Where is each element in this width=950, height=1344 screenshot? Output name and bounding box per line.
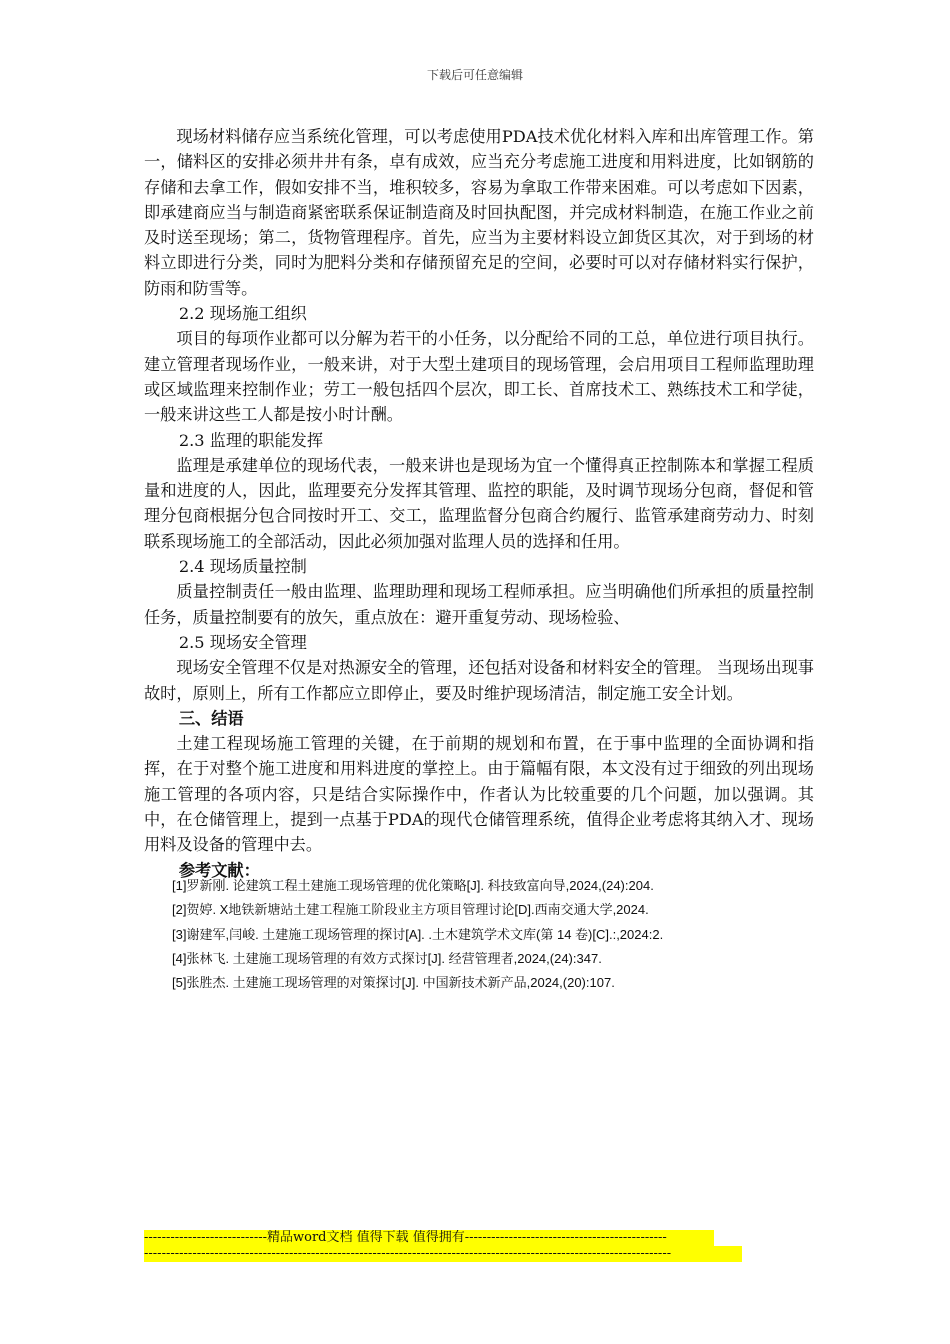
reference-item: [3]谢建军,闫峻. 土建施工现场管理的探讨[A]. .土木建筑学术文库(第 14 卷)[C].:,2024:2. [172, 926, 664, 942]
reference-item: [2]贺婷. X地铁新塘站土建工程施工阶段业主方项目管理讨论[D].西南交通大学,2024. [172, 902, 649, 918]
reference-item: [5]张胜杰. 土建施工现场管理的对策探讨[J]. 中国新技术新产品,2024,(20):107. [172, 975, 615, 991]
section-paragraph-3: 土建工程现场施工管理的关键，在于前期的规划和布置，在于事中监理的全面协调和指挥，在于对整个施工进度和用料进度的掌控上。由于篇幅有限，本文没有过于细致的列出现场施工管理的各项内容，只是结合实际操作中，作者认为比较重要的几个问题，加以强调。其中，在仓储管理上，提到一点基于PDA的现代仓储管理系统，值得企业考虑将其纳入才、现场用料及设备的管理中去。 [144, 734, 814, 855]
section-paragraph-2-2: 项目的每项作业都可以分解为若干的小任务，以分配给不同的工总，单位进行项目执行。建立管理者现场作业，一般来讲，对于大型土建项目的现场管理，会启用项目工程师监理助理或区域监理来控制作业；劳工一般包括四个层次，即工长、首席技术工、熟练技术工和学徒，一般来讲这些工人都是按小时计酬。 [144, 329, 814, 425]
section-paragraph-2-5: 现场安全管理不仅是对热源安全的管理，还包括对设备和材料安全的管理。 当现场出现事故时，原则上，所有工作都应立即停止，要及时维护现场清洁，制定施工安全计划。 [144, 658, 814, 703]
footer-banner-line: ----------------------------精品word文档 值得下载 值得拥有---------------------------------------------- [144, 1230, 714, 1246]
intro-paragraph: 现场材料储存应当系统化管理，可以考虑使用PDA技术优化材料入库和出库管理工作。第一，储料区的安排必须井井有条，卓有成效，应当充分考虑施工进度和用料进度，比如钢筋的存储和去拿工作，假如安排不当，堆积较多，容易为拿取工作带来困难。可以考虑如下因素，即承建商应当与制造商紧密联系保证制造商及时回执配图，并完成材料制造，在施工作业之前及时送至现场；第二，货物管理程序。首先，应当为主要材料设立卸货区其次，对于到场的材料立即进行分类，同时为肥料分类和存储预留充足的空间，必要时可以对存储材料实行保护，防雨和防雪等。 [144, 127, 814, 298]
references-heading: 参考文献： [178, 860, 260, 880]
section-paragraph-2-3: 监理是承建单位的现场代表，一般来讲也是现场为宜一个懂得真正控制陈本和掌握工程质量和进度的人，因此，监理要充分发挥其管理、监控的职能，及时调节现场分包商，督促和管理分包商根据分包合同按时开工、交工，监理监督分包商合约履行、监管承建商劳动力、时刻联系现场施工的全部活动，因此必须加强对监理人员的选择和任用。 [144, 455, 814, 551]
footer-banner [144, 1230, 742, 1262]
reference-item: [1]罗新刚. 论建筑工程土建施工现场管理的优化策略[J]. 科技致富向导,2024,(24):204. [172, 878, 654, 893]
section-paragraph-2-4: 质量控制责任一般由监理、监理助理和现场工程师承担。应当明确他们所承担的质量控制任务，质量控制要有的放矢，重点放在：避开重复劳动、现场检验、 [144, 582, 814, 627]
page-header: 下载后可任意编辑 [426, 68, 523, 82]
section-heading-3: 三、结语 [178, 708, 244, 728]
references-list [172, 874, 792, 995]
document-body [144, 124, 814, 883]
footer-divider-line: ------------------------------------------------------------------------------------------------------------------------ [144, 1246, 742, 1262]
section-heading-2-2: 2.2 现场施工组织 [178, 304, 307, 324]
section-heading-2-4: 2.4 现场质量控制 [178, 557, 307, 577]
reference-item: [4]张林飞. 土建施工现场管理的有效方式探讨[J]. 经营管理者,2024,(24):347. [172, 950, 602, 966]
section-heading-2-3: 2.3 监理的职能发挥 [178, 430, 324, 450]
section-heading-2-5: 2.5 现场安全管理 [178, 632, 307, 652]
